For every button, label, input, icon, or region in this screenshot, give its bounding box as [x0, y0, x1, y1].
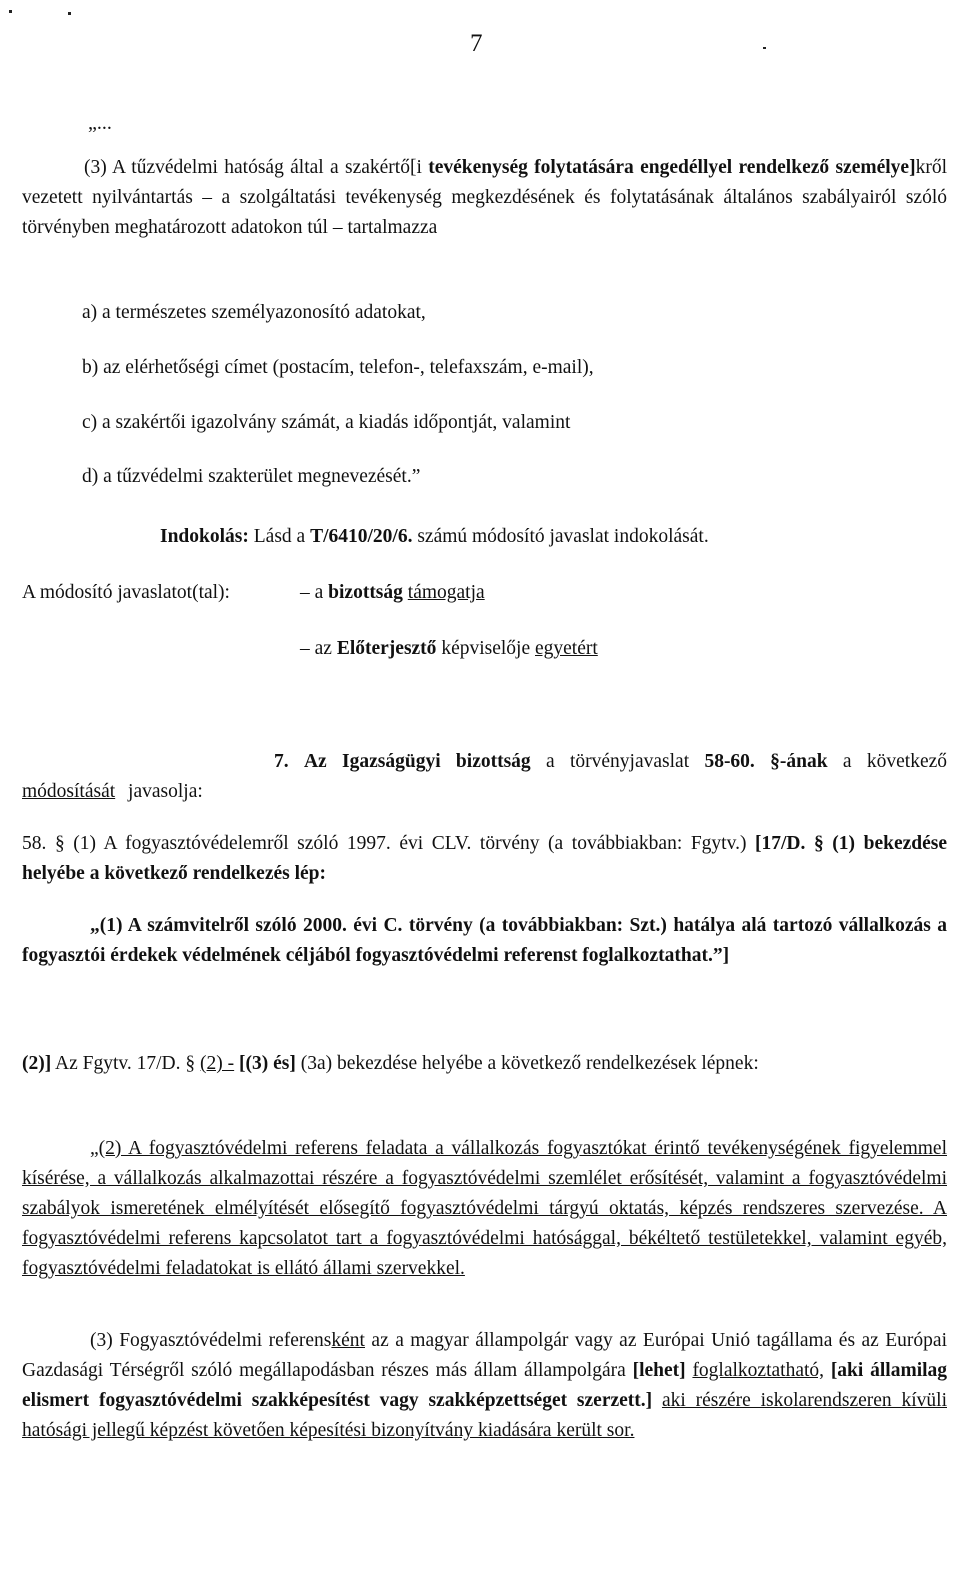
quoted-provision-2: „(2) A fogyasztóvédelmi referens feladata a vállalkozás fogyasztókat érintő tevékenységének figyelemmel kísérése, a vállalkozás alkalmazottai részére a fogyasztóvédelmi szemlélet erősítését, valamint a fogyasztóvédelmi szabályok ismeretének elmélyítését elősegítő fogyasztóvédelmi tárgyú oktatás, képzés rendszeres szervezése. A fogyasztóvédelmi referens kapcsolatot tart a fogyasztóvédelmi hatósággal, békéltető testületekkel, valamint egyéb, fogyasztóvédelmi feladatokat is ellátó állami szervekkel.: [22, 1138, 947, 1279]
section-7-heading: 7. Az Igazságügyi bizottság a törvényjavaslat 58-60. §-ának a következő módosítását javasolja:: [22, 751, 948, 802]
support-committee: – a bizottság támogatja: [300, 582, 485, 603]
reference-number: T/6410/20/6.: [310, 526, 413, 547]
list-item-b: b) az elérhetőségi címet (postacím, telefon-, telefaxszám, e-mail),: [82, 357, 594, 378]
quote-opening: „...: [88, 112, 112, 134]
quoted-provision-1: „(1) A számvitelről szóló 2000. évi C. törvény (a továbbiakban: Szt.) hatálya alá tartozó vállalkozás a fogyasztói érdekek védelmének céljából fogyasztóvédelmi referenst foglalkoztathat.”]: [22, 915, 947, 966]
list-item-a: a) a természetes személyazonosító adatokat,: [82, 302, 426, 323]
paragraph-2-fgytv: (2)] Az Fgytv. 17/D. § (2) - [(3) és] (3a) bekezdése helyébe a következő rendelkezések lépnek:: [22, 1053, 759, 1074]
support-presenter: – az Előterjesztő képviselője egyetért: [300, 638, 598, 659]
scan-speck: [68, 12, 71, 15]
list-item-c: c) a szakértői igazolvány számát, a kiadás időpontját, valamint: [82, 412, 571, 433]
page-number: 7: [470, 30, 483, 57]
scan-speck: [763, 47, 766, 49]
support-label: A módosító javaslatot(tal):: [22, 582, 230, 603]
list-item-d: d) a tűzvédelmi szakterület megnevezését.”: [82, 466, 421, 487]
indokolas-line: Indokolás: Lásd a T/6410/20/6. számú módosító javaslat indokolását.: [160, 526, 709, 547]
paragraph-3-referens: (3) Fogyasztóvédelmi referensként az a magyar állampolgár vagy az Európai Unió tagállama és az Európai Gazdasági Térségről szóló megállapodásban részes más állam állampolgára [lehet] foglalkoztatható, [aki államilag elismert fogyasztóvédelmi szakképesítést vagy szakképzettséget szerzett.] aki részére iskolarendszeren kívüli hatósági jellegű képzést követően képesítési bizonyítvány kiadására került sor.: [22, 1330, 948, 1441]
indokolas-label: Indokolás:: [160, 526, 249, 547]
paragraph-3-tuzvedelmi: (3) A tűzvédelmi hatóság által a szakértő[i tevékenység folytatására engedéllyel rendelkező személye]kről vezetett nyilvántartás – a szolgáltatási tevékenység megkezdésének és folytatásának általános szabályairól szóló törvényben meghatározott adatokon túl – tartalmazza: [22, 157, 948, 238]
scan-speck: [9, 10, 12, 13]
paragraph-58: 58. § (1) A fogyasztóvédelemről szóló 1997. évi CLV. törvény (a továbbiakban: Fgytv.) [17/D. § (1) bekezdése helyébe a következő rendelkezés lép:: [22, 833, 947, 884]
